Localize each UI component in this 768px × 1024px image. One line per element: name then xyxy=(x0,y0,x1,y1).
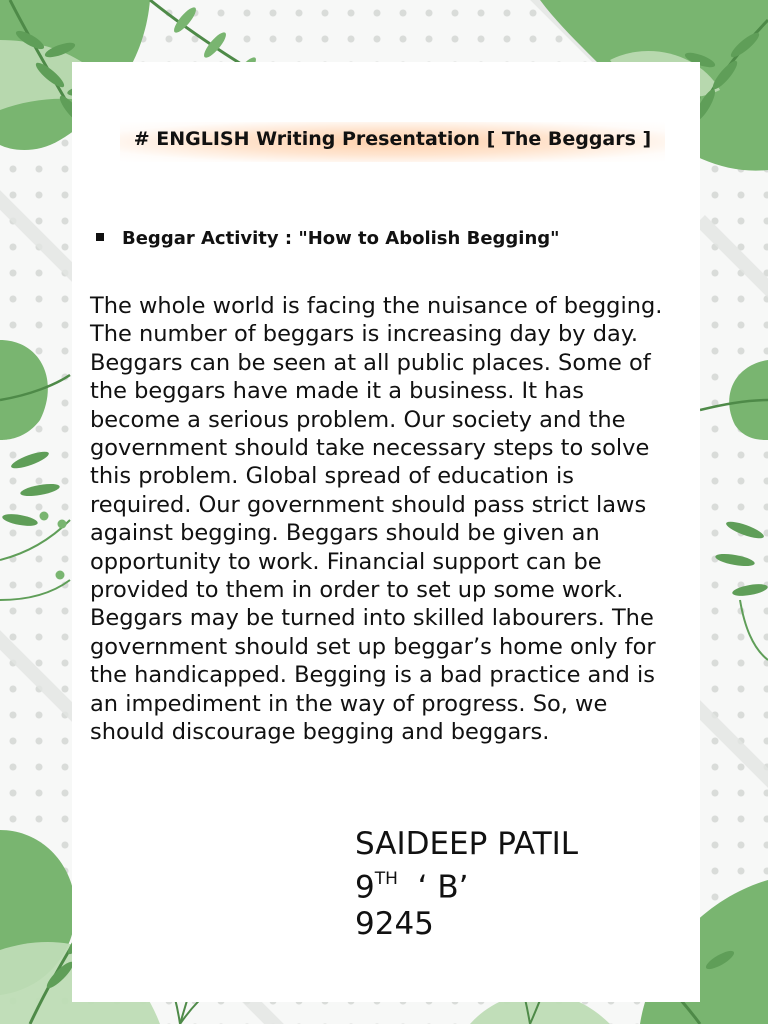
roll-number: 9245 xyxy=(355,906,434,943)
subheading xyxy=(96,228,656,249)
grade-number: 9 xyxy=(355,869,375,906)
title-banner xyxy=(120,122,665,162)
grade-suffix: TH xyxy=(374,869,398,889)
grade-section: ‘ B’ xyxy=(397,869,469,906)
essay-body: The whole world is facing the nuisance of begging. The number of beggars is increasing day by day. Beggars can be seen at all public places. Some of the beggars have made it a business. It has become a serious problem. Our society and the government should take necessary steps to solve this problem. Global spread of education is required. Our government should pass strict laws against begging. Beggars should be given an opportunity to work. Financial support can be provided to them in order to set up some work. Beggars may be turned into skilled labourers. The government should set up beggar’s home only for the handicapped. Begging is a bad practice and is an impediment in the way of progress. So, we should discourage begging and beggars. xyxy=(90,293,663,746)
student-grade xyxy=(355,863,655,906)
subheading-text: Beggar Activity : "How to Abolish Begging" xyxy=(122,228,560,249)
page-title: # ENGLISH Writing Presentation [ The Beggars ] xyxy=(133,128,652,150)
signature-block xyxy=(355,826,655,943)
square-bullet-icon xyxy=(96,233,104,241)
student-name: SAIDEEP PATIL xyxy=(355,826,579,862)
